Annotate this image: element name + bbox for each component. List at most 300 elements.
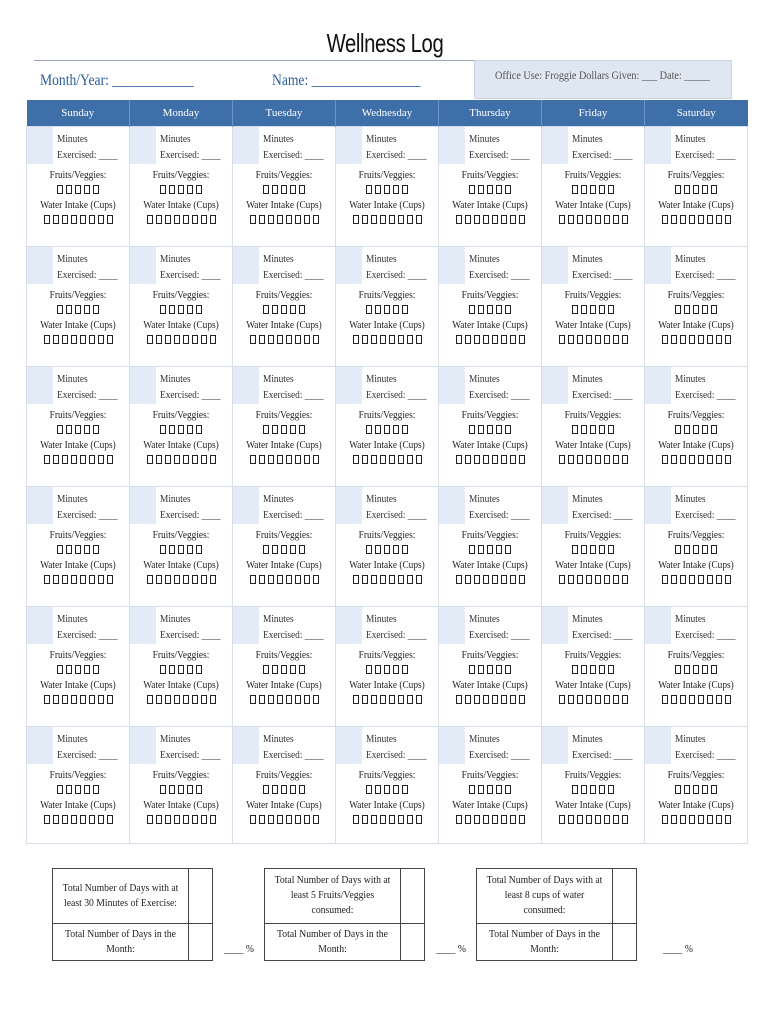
water-cup-checkbox[interactable] (362, 455, 368, 464)
water-cup-checkbox[interactable] (313, 695, 319, 704)
minutes-exercised-field[interactable] (156, 607, 232, 644)
water-cup-checkbox[interactable] (510, 455, 516, 464)
minutes-exercised-field[interactable] (671, 127, 747, 164)
minutes-exercised-field[interactable] (465, 487, 541, 524)
water-cup-checkbox[interactable] (595, 215, 601, 224)
fruit-veggie-checkbox[interactable] (402, 425, 408, 434)
fruit-veggie-checkbox[interactable] (272, 665, 278, 674)
water-cup-checkbox[interactable] (622, 335, 628, 344)
minutes-exercised-field[interactable] (53, 247, 129, 284)
water-cup-checkbox[interactable] (398, 575, 404, 584)
fruit-veggie-checkbox[interactable] (93, 665, 99, 674)
water-cup-checkbox[interactable] (380, 815, 386, 824)
water-cup-checkbox[interactable] (62, 815, 68, 824)
water-cup-checkbox[interactable] (80, 335, 86, 344)
fruits-total-blank[interactable] (401, 869, 425, 924)
water-cup-checkbox[interactable] (586, 575, 592, 584)
water-cup-checkbox[interactable] (680, 575, 686, 584)
fruit-veggie-checkbox[interactable] (505, 425, 511, 434)
water-cup-checkbox[interactable] (456, 335, 462, 344)
water-cup-checkbox[interactable] (201, 335, 207, 344)
fruit-veggie-checkbox[interactable] (272, 425, 278, 434)
fruit-veggie-checkbox[interactable] (487, 185, 493, 194)
fruit-veggie-checkbox[interactable] (572, 545, 578, 554)
water-cup-checkbox[interactable] (716, 815, 722, 824)
minutes-exercised-field[interactable] (259, 367, 335, 404)
water-cup-checkbox[interactable] (250, 695, 256, 704)
fruit-veggie-checkbox[interactable] (75, 785, 81, 794)
fruit-veggie-checkbox[interactable] (66, 785, 72, 794)
fruit-veggie-checkbox[interactable] (263, 785, 269, 794)
fruit-veggie-checkbox[interactable] (57, 305, 63, 314)
water-cup-checkbox[interactable] (389, 575, 395, 584)
minutes-exercised-field[interactable] (465, 607, 541, 644)
water-cup-checkbox[interactable] (44, 335, 50, 344)
fruit-veggie-checkbox[interactable] (84, 785, 90, 794)
fruit-veggie-checkbox[interactable] (590, 665, 596, 674)
fruit-veggie-checkbox[interactable] (505, 665, 511, 674)
water-cup-checkbox[interactable] (510, 575, 516, 584)
fruit-veggie-checkbox[interactable] (299, 665, 305, 674)
fruit-veggie-checkbox[interactable] (469, 425, 475, 434)
water-cup-checkbox[interactable] (501, 695, 507, 704)
water-cup-checkbox[interactable] (277, 215, 283, 224)
fruit-veggie-checkbox[interactable] (675, 185, 681, 194)
water-cup-checkbox[interactable] (622, 575, 628, 584)
water-cup-checkbox[interactable] (595, 455, 601, 464)
water-cup-checkbox[interactable] (725, 695, 731, 704)
water-cup-checkbox[interactable] (689, 695, 695, 704)
water-cup-checkbox[interactable] (295, 455, 301, 464)
water-cup-checkbox[interactable] (192, 695, 198, 704)
fruit-veggie-checkbox[interactable] (675, 785, 681, 794)
fruit-veggie-checkbox[interactable] (684, 785, 690, 794)
water-cup-checkbox[interactable] (259, 695, 265, 704)
water-cup-checkbox[interactable] (492, 815, 498, 824)
water-cup-checkbox[interactable] (662, 575, 668, 584)
water-cup-checkbox[interactable] (725, 455, 731, 464)
water-cup-checkbox[interactable] (165, 575, 171, 584)
water-cup-checkbox[interactable] (371, 335, 377, 344)
fruit-veggie-checkbox[interactable] (84, 425, 90, 434)
fruit-veggie-checkbox[interactable] (505, 545, 511, 554)
water-cup-checkbox[interactable] (465, 335, 471, 344)
water-cup-checkbox[interactable] (716, 575, 722, 584)
water-cup-checkbox[interactable] (362, 215, 368, 224)
water-cup-checkbox[interactable] (71, 215, 77, 224)
water-cup-checkbox[interactable] (156, 695, 162, 704)
fruit-veggie-checkbox[interactable] (599, 545, 605, 554)
fruit-veggie-checkbox[interactable] (375, 425, 381, 434)
water-cup-checkbox[interactable] (183, 215, 189, 224)
water-cup-checkbox[interactable] (483, 215, 489, 224)
water-cup-checkbox[interactable] (707, 695, 713, 704)
fruit-veggie-checkbox[interactable] (57, 785, 63, 794)
fruit-veggie-checkbox[interactable] (711, 425, 717, 434)
water-cup-checkbox[interactable] (313, 455, 319, 464)
fruit-veggie-checkbox[interactable] (496, 665, 502, 674)
water-cup-checkbox[interactable] (559, 695, 565, 704)
water-cup-checkbox[interactable] (698, 455, 704, 464)
fruit-veggie-checkbox[interactable] (187, 305, 193, 314)
fruit-veggie-checkbox[interactable] (290, 185, 296, 194)
fruit-veggie-checkbox[interactable] (272, 185, 278, 194)
fruit-veggie-checkbox[interactable] (393, 185, 399, 194)
fruit-veggie-checkbox[interactable] (572, 665, 578, 674)
fruit-veggie-checkbox[interactable] (402, 305, 408, 314)
fruit-veggie-checkbox[interactable] (84, 545, 90, 554)
minutes-exercised-field[interactable] (259, 127, 335, 164)
minutes-exercised-field[interactable] (362, 367, 438, 404)
water-cup-checkbox[interactable] (165, 815, 171, 824)
water-cup-checkbox[interactable] (398, 335, 404, 344)
fruit-veggie-checkbox[interactable] (384, 665, 390, 674)
fruit-veggie-checkbox[interactable] (496, 785, 502, 794)
water-cup-checkbox[interactable] (286, 455, 292, 464)
water-cup-checkbox[interactable] (474, 695, 480, 704)
fruit-veggie-checkbox[interactable] (393, 785, 399, 794)
fruit-veggie-checkbox[interactable] (384, 185, 390, 194)
water-cup-checkbox[interactable] (680, 335, 686, 344)
fruit-veggie-checkbox[interactable] (469, 665, 475, 674)
water-cup-checkbox[interactable] (277, 335, 283, 344)
water-cup-checkbox[interactable] (210, 215, 216, 224)
fruit-veggie-checkbox[interactable] (478, 425, 484, 434)
fruit-veggie-checkbox[interactable] (590, 305, 596, 314)
minutes-exercised-field[interactable] (362, 727, 438, 764)
fruit-veggie-checkbox[interactable] (84, 185, 90, 194)
water-cup-checkbox[interactable] (286, 215, 292, 224)
fruit-veggie-checkbox[interactable] (93, 305, 99, 314)
water-cup-checkbox[interactable] (662, 455, 668, 464)
water-cup-checkbox[interactable] (156, 335, 162, 344)
minutes-exercised-field[interactable] (362, 127, 438, 164)
minutes-exercised-field[interactable] (156, 727, 232, 764)
water-cup-checkbox[interactable] (586, 455, 592, 464)
water-cup-checkbox[interactable] (277, 455, 283, 464)
fruit-veggie-checkbox[interactable] (366, 785, 372, 794)
fruit-veggie-checkbox[interactable] (581, 665, 587, 674)
water-cup-checkbox[interactable] (604, 695, 610, 704)
water-cup-checkbox[interactable] (613, 215, 619, 224)
water-cup-checkbox[interactable] (671, 215, 677, 224)
water-cup-checkbox[interactable] (407, 335, 413, 344)
water-cup-checkbox[interactable] (622, 815, 628, 824)
fruit-veggie-checkbox[interactable] (57, 185, 63, 194)
water-cup-checkbox[interactable] (510, 335, 516, 344)
water-cup-checkbox[interactable] (671, 575, 677, 584)
fruit-veggie-checkbox[interactable] (393, 545, 399, 554)
water-cup-checkbox[interactable] (192, 815, 198, 824)
fruit-veggie-checkbox[interactable] (402, 665, 408, 674)
fruit-veggie-checkbox[interactable] (160, 545, 166, 554)
fruit-veggie-checkbox[interactable] (608, 665, 614, 674)
fruit-veggie-checkbox[interactable] (281, 545, 287, 554)
water-cup-checkbox[interactable] (71, 815, 77, 824)
water-cup-checkbox[interactable] (371, 575, 377, 584)
fruit-veggie-checkbox[interactable] (581, 785, 587, 794)
water-cup-checkbox[interactable] (613, 575, 619, 584)
water-cup-checkbox[interactable] (147, 335, 153, 344)
water-cup-checkbox[interactable] (398, 695, 404, 704)
water-cup-checkbox[interactable] (595, 575, 601, 584)
water-cup-checkbox[interactable] (313, 575, 319, 584)
water-cup-checkbox[interactable] (671, 695, 677, 704)
water-cup-checkbox[interactable] (183, 335, 189, 344)
water-cup-checkbox[interactable] (501, 215, 507, 224)
water-cup-checkbox[interactable] (671, 335, 677, 344)
water-cup-checkbox[interactable] (80, 215, 86, 224)
water-cup-checkbox[interactable] (416, 695, 422, 704)
water-cup-checkbox[interactable] (604, 455, 610, 464)
fruit-veggie-checkbox[interactable] (384, 425, 390, 434)
water-cup-checkbox[interactable] (465, 575, 471, 584)
fruit-veggie-checkbox[interactable] (684, 425, 690, 434)
fruit-veggie-checkbox[interactable] (496, 425, 502, 434)
fruit-veggie-checkbox[interactable] (375, 545, 381, 554)
water-cup-checkbox[interactable] (89, 575, 95, 584)
fruit-veggie-checkbox[interactable] (599, 785, 605, 794)
water-cup-checkbox[interactable] (456, 695, 462, 704)
fruit-veggie-checkbox[interactable] (272, 785, 278, 794)
water-cup-checkbox[interactable] (577, 215, 583, 224)
fruit-veggie-checkbox[interactable] (66, 665, 72, 674)
water-cup-checkbox[interactable] (277, 815, 283, 824)
water-cup-checkbox[interactable] (147, 575, 153, 584)
water-cup-checkbox[interactable] (698, 815, 704, 824)
water-cup-checkbox[interactable] (201, 215, 207, 224)
water-cup-checkbox[interactable] (62, 215, 68, 224)
minutes-exercised-field[interactable] (53, 487, 129, 524)
water-cup-checkbox[interactable] (304, 815, 310, 824)
water-cup-checkbox[interactable] (577, 335, 583, 344)
water-cup-checkbox[interactable] (107, 575, 113, 584)
water-cup-checkbox[interactable] (304, 335, 310, 344)
fruit-veggie-checkbox[interactable] (75, 665, 81, 674)
fruit-veggie-checkbox[interactable] (684, 545, 690, 554)
water-cup-checkbox[interactable] (519, 815, 525, 824)
water-cup-checkbox[interactable] (210, 695, 216, 704)
water-cup-checkbox[interactable] (259, 335, 265, 344)
fruit-veggie-checkbox[interactable] (505, 185, 511, 194)
water-cup-checkbox[interactable] (586, 815, 592, 824)
fruit-veggie-checkbox[interactable] (66, 305, 72, 314)
water-cup-checkbox[interactable] (501, 575, 507, 584)
minutes-exercised-field[interactable] (156, 487, 232, 524)
water-cup-checkbox[interactable] (380, 695, 386, 704)
fruit-veggie-checkbox[interactable] (693, 305, 699, 314)
water-cup-checkbox[interactable] (389, 695, 395, 704)
fruit-veggie-checkbox[interactable] (711, 785, 717, 794)
water-cup-checkbox[interactable] (456, 215, 462, 224)
water-cup-checkbox[interactable] (465, 215, 471, 224)
water-cup-checkbox[interactable] (380, 575, 386, 584)
water-cup-checkbox[interactable] (147, 815, 153, 824)
water-cup-checkbox[interactable] (707, 455, 713, 464)
water-cup-checkbox[interactable] (604, 575, 610, 584)
fruit-veggie-checkbox[interactable] (402, 545, 408, 554)
water-cup-checkbox[interactable] (259, 215, 265, 224)
water-cup-checkbox[interactable] (183, 455, 189, 464)
fruit-veggie-checkbox[interactable] (57, 665, 63, 674)
fruit-veggie-checkbox[interactable] (693, 185, 699, 194)
fruit-veggie-checkbox[interactable] (599, 305, 605, 314)
fruit-veggie-checkbox[interactable] (711, 305, 717, 314)
fruit-veggie-checkbox[interactable] (160, 305, 166, 314)
fruit-veggie-checkbox[interactable] (57, 425, 63, 434)
fruit-veggie-checkbox[interactable] (290, 305, 296, 314)
fruit-veggie-checkbox[interactable] (693, 785, 699, 794)
water-cup-checkbox[interactable] (286, 815, 292, 824)
minutes-exercised-field[interactable] (568, 727, 644, 764)
water-cup-checkbox[interactable] (62, 575, 68, 584)
water-cup-checkbox[interactable] (174, 815, 180, 824)
water-cup-checkbox[interactable] (44, 575, 50, 584)
water-cup-checkbox[interactable] (398, 455, 404, 464)
water-cup-checkbox[interactable] (604, 215, 610, 224)
water-cup-checkbox[interactable] (286, 335, 292, 344)
water-cup-checkbox[interactable] (707, 215, 713, 224)
fruit-veggie-checkbox[interactable] (581, 185, 587, 194)
water-cup-checkbox[interactable] (671, 815, 677, 824)
fruit-veggie-checkbox[interactable] (581, 425, 587, 434)
water-cup-checkbox[interactable] (680, 215, 686, 224)
water-cup-checkbox[interactable] (483, 815, 489, 824)
water-cup-checkbox[interactable] (407, 695, 413, 704)
water-cup-checkbox[interactable] (680, 455, 686, 464)
water-cup-checkbox[interactable] (313, 335, 319, 344)
water-cup-checkbox[interactable] (89, 695, 95, 704)
water-cup-checkbox[interactable] (371, 455, 377, 464)
fruit-veggie-checkbox[interactable] (263, 185, 269, 194)
water-cup-checkbox[interactable] (465, 695, 471, 704)
water-cup-checkbox[interactable] (268, 335, 274, 344)
water-cup-checkbox[interactable] (483, 455, 489, 464)
fruit-veggie-checkbox[interactable] (366, 545, 372, 554)
water-cup-checkbox[interactable] (62, 455, 68, 464)
water-cup-checkbox[interactable] (156, 215, 162, 224)
fruit-veggie-checkbox[interactable] (581, 305, 587, 314)
fruit-veggie-checkbox[interactable] (684, 185, 690, 194)
minutes-exercised-field[interactable] (259, 247, 335, 284)
fruit-veggie-checkbox[interactable] (93, 185, 99, 194)
minutes-exercised-field[interactable] (671, 727, 747, 764)
fruit-veggie-checkbox[interactable] (75, 545, 81, 554)
water-cup-checkbox[interactable] (456, 455, 462, 464)
water-cup-checkbox[interactable] (501, 335, 507, 344)
water-cup-checkbox[interactable] (604, 815, 610, 824)
water-cup-checkbox[interactable] (474, 575, 480, 584)
fruit-veggie-checkbox[interactable] (505, 305, 511, 314)
fruit-veggie-checkbox[interactable] (469, 305, 475, 314)
water-cup-checkbox[interactable] (483, 695, 489, 704)
water-cup-checkbox[interactable] (147, 455, 153, 464)
water-cup-checkbox[interactable] (277, 575, 283, 584)
water-cup-checkbox[interactable] (407, 575, 413, 584)
fruit-veggie-checkbox[interactable] (290, 665, 296, 674)
fruit-veggie-checkbox[interactable] (66, 545, 72, 554)
fruit-veggie-checkbox[interactable] (290, 545, 296, 554)
fruit-veggie-checkbox[interactable] (178, 665, 184, 674)
minutes-exercised-field[interactable] (156, 367, 232, 404)
fruit-veggie-checkbox[interactable] (160, 665, 166, 674)
water-cup-checkbox[interactable] (80, 455, 86, 464)
water-cup-checkbox[interactable] (577, 815, 583, 824)
exercise-total-blank[interactable] (189, 869, 213, 924)
fruit-veggie-checkbox[interactable] (169, 185, 175, 194)
water-cup-checkbox[interactable] (613, 815, 619, 824)
fruit-veggie-checkbox[interactable] (675, 545, 681, 554)
fruit-veggie-checkbox[interactable] (684, 305, 690, 314)
fruit-veggie-checkbox[interactable] (196, 425, 202, 434)
water-cup-checkbox[interactable] (707, 575, 713, 584)
water-cup-checkbox[interactable] (510, 215, 516, 224)
fruit-veggie-checkbox[interactable] (263, 425, 269, 434)
water-cup-checkbox[interactable] (492, 695, 498, 704)
water-cup-checkbox[interactable] (295, 815, 301, 824)
fruit-veggie-checkbox[interactable] (608, 545, 614, 554)
water-cup-checkbox[interactable] (362, 815, 368, 824)
water-cup-checkbox[interactable] (353, 815, 359, 824)
water-cup-checkbox[interactable] (622, 215, 628, 224)
fruit-veggie-checkbox[interactable] (75, 305, 81, 314)
water-cup-checkbox[interactable] (362, 335, 368, 344)
water-cup-checkbox[interactable] (80, 815, 86, 824)
water-cup-checkbox[interactable] (662, 815, 668, 824)
fruit-veggie-checkbox[interactable] (402, 185, 408, 194)
water-cup-checkbox[interactable] (353, 695, 359, 704)
fruit-veggie-checkbox[interactable] (299, 185, 305, 194)
fruit-veggie-checkbox[interactable] (375, 665, 381, 674)
fruit-veggie-checkbox[interactable] (675, 665, 681, 674)
water-cup-checkbox[interactable] (613, 695, 619, 704)
water-cup-checkbox[interactable] (259, 575, 265, 584)
fruit-veggie-checkbox[interactable] (384, 545, 390, 554)
water-cup-checkbox[interactable] (725, 335, 731, 344)
minutes-exercised-field[interactable] (568, 367, 644, 404)
water-cup-checkbox[interactable] (250, 575, 256, 584)
water-cup-checkbox[interactable] (559, 455, 565, 464)
minutes-exercised-field[interactable] (53, 127, 129, 164)
water-cup-checkbox[interactable] (44, 695, 50, 704)
fruit-veggie-checkbox[interactable] (281, 785, 287, 794)
fruit-veggie-checkbox[interactable] (478, 665, 484, 674)
water-cup-checkbox[interactable] (407, 215, 413, 224)
water-cup-checkbox[interactable] (183, 695, 189, 704)
water-cup-checkbox[interactable] (456, 575, 462, 584)
water-cup-checkbox[interactable] (107, 815, 113, 824)
water-cup-checkbox[interactable] (80, 695, 86, 704)
fruit-veggie-checkbox[interactable] (478, 785, 484, 794)
minutes-exercised-field[interactable] (259, 727, 335, 764)
water-cup-checkbox[interactable] (147, 215, 153, 224)
water-cup-checkbox[interactable] (389, 815, 395, 824)
water-cup-checkbox[interactable] (353, 335, 359, 344)
fruit-veggie-checkbox[interactable] (366, 305, 372, 314)
water-cup-checkbox[interactable] (53, 575, 59, 584)
water-cup-checkbox[interactable] (474, 455, 480, 464)
minutes-exercised-field[interactable] (362, 607, 438, 644)
fruit-veggie-checkbox[interactable] (75, 425, 81, 434)
water-cup-checkbox[interactable] (44, 215, 50, 224)
water-cup-checkbox[interactable] (286, 575, 292, 584)
fruit-veggie-checkbox[interactable] (281, 665, 287, 674)
water-cup-checkbox[interactable] (53, 335, 59, 344)
fruit-veggie-checkbox[interactable] (178, 185, 184, 194)
water-cup-checkbox[interactable] (98, 335, 104, 344)
fruit-veggie-checkbox[interactable] (160, 425, 166, 434)
fruit-veggie-checkbox[interactable] (178, 785, 184, 794)
